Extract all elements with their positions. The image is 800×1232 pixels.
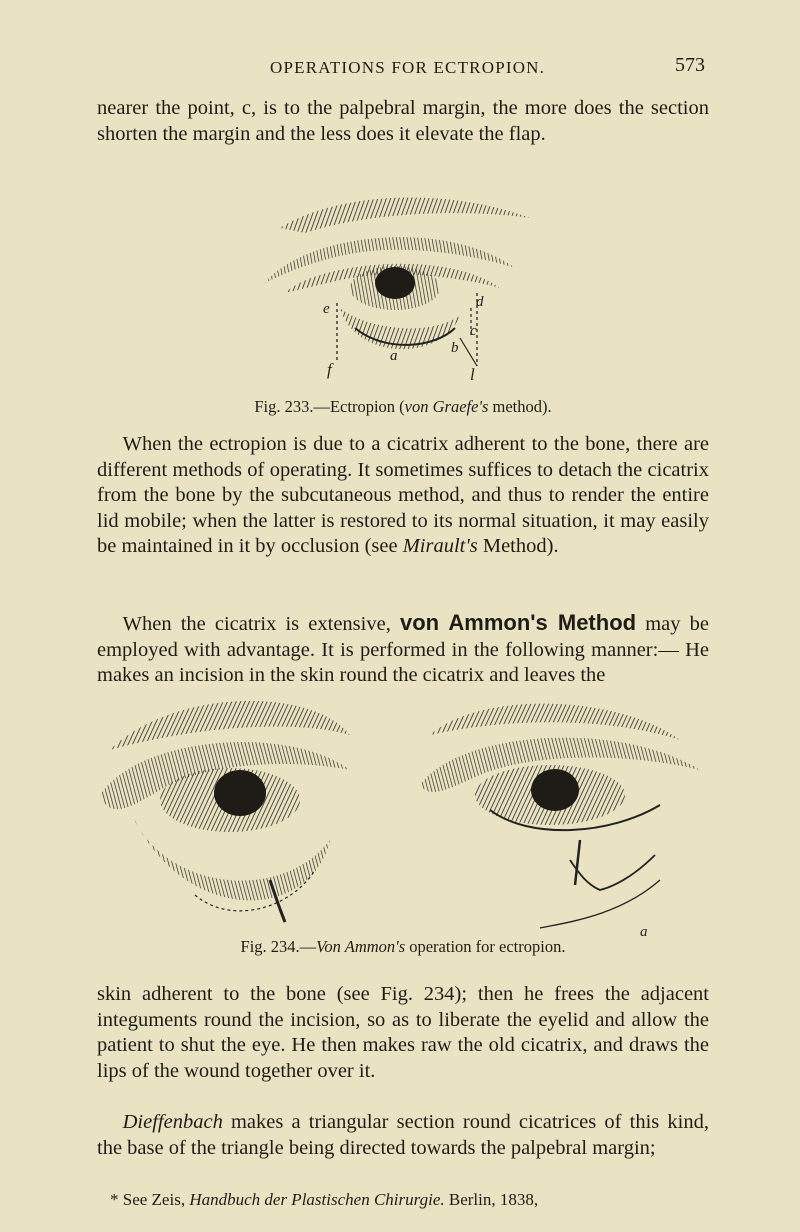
fig233-label-a: a <box>390 348 398 364</box>
fig233-label-f: f <box>327 360 332 379</box>
footnote: * See Zeis, Handbuch der Plastischen Chirurgie. Berlin, 1838, <box>110 1190 539 1209</box>
running-head: OPERATIONS FOR ECTROPION. <box>270 58 546 77</box>
fig233-label-b: b <box>451 340 459 356</box>
paragraph-1-text: nearer the point, c, is to the palpebral margin, the more does the section shorten the margin and the less does it elevate the flap. <box>97 97 709 145</box>
paragraph-3: When the cicatrix is extensive, von Ammon's Method may be employed with advantage. It is performed in the following manner:— He makes an incision in the skin round the cicatrix and leaves the <box>97 610 709 687</box>
figure-233-caption: Fig. 233.—Ectropion (von Graefe's method). <box>254 397 552 416</box>
fig233-label-c: c <box>470 323 477 339</box>
fig233-label-l: l <box>470 365 475 383</box>
paragraph-5: Dieffenbach makes a triangular section round cicatrices of this kind, the base of the triangle being directed towards the palpebral margin; <box>97 1111 709 1159</box>
brow-shading <box>280 197 530 233</box>
paragraph-4 <box>97 982 709 1084</box>
figure-233-illustration <box>245 188 545 383</box>
fig234-label-a: a <box>640 924 648 940</box>
figure-234-caption: Fig. 234.—Von Ammon's operation for ectropion. <box>240 937 566 956</box>
page-number: 573 <box>675 54 705 76</box>
paragraph-2: When the ectropion is due to a cicatrix adherent to the bone, there are different methods of operating. It sometimes suffices to detach the cicatrix from the bone by the subcutaneous method, and thus to render the entire lid mobile; when the latter is restored to its normal situation, it may easily be maintained in it by occlusion (see Mirault's Method). <box>97 433 709 558</box>
fig233-label-e: e <box>323 301 330 317</box>
figure-234-illustration <box>100 690 720 940</box>
method-heading: von Ammon's Method <box>399 610 637 635</box>
paragraph-4-text: skin adherent to the bone (see Fig. 234); then he frees the adjacent integuments round the incision, so as to liberate the eyelid and allow the patient to shut the eye. He then makes raw the old cicatrix, and draws the lips of the wound together over it. <box>97 983 709 1082</box>
fig233-label-d: d <box>476 294 484 310</box>
paragraph-1 <box>97 96 709 147</box>
fig234-left-eye <box>100 701 350 922</box>
fig234-right-eye <box>420 704 700 928</box>
